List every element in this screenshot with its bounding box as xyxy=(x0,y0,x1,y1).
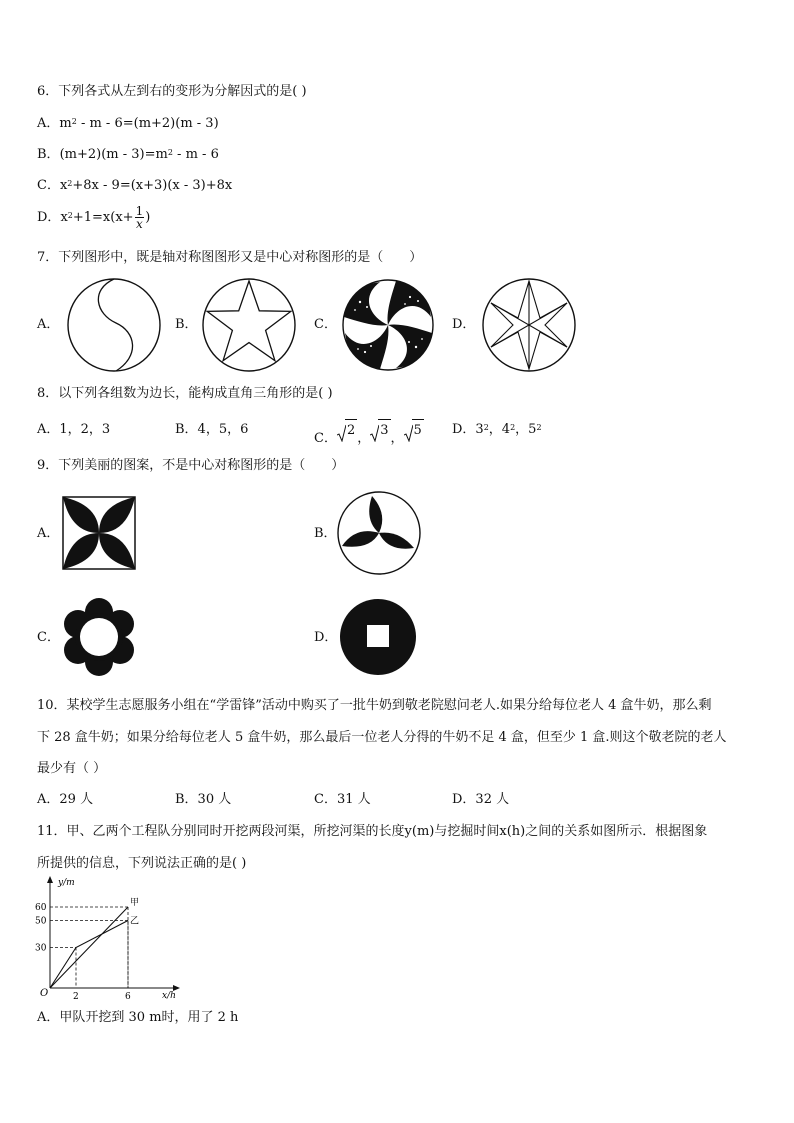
sqrt-symbol: 2 xyxy=(337,419,357,442)
q10-option-b[interactable]: B．30 人 xyxy=(175,792,232,807)
star-in-circle-figure[interactable] xyxy=(201,277,297,373)
swirl-pattern-figure[interactable] xyxy=(340,277,436,373)
ancient-coin-figure[interactable] xyxy=(339,598,417,676)
y-tick-label: 50 xyxy=(35,916,47,927)
q6-option-c[interactable]: C．$x^2+8x - 9=(x+3)(x - 3)+8x$ xyxy=(37,178,233,193)
q11-stem-line1: 11．甲、乙两个工程队分别同时开挖两段河渠，所挖河渠的长度y(m)与挖掘时间x(h)之间的关系如图所示．根据图象 xyxy=(37,824,708,839)
three-blade-circle-figure[interactable] xyxy=(336,490,422,576)
q9-label-c: C． xyxy=(37,630,60,645)
x-axis-label: x/h xyxy=(162,991,176,1001)
q7-stem: 7．下列图形中，既是轴对称图图形又是中心对称图形的是（ ） xyxy=(37,250,423,265)
yin-yang-outline-figure[interactable] xyxy=(66,276,166,374)
y-tick-label: 30 xyxy=(35,943,47,954)
q10-option-d[interactable]: D．32 人 xyxy=(452,792,510,807)
q7-label-b: B． xyxy=(175,317,198,332)
y-axis-arrow xyxy=(47,876,53,883)
q9-label-a: A． xyxy=(37,526,60,541)
q10-option-a[interactable]: A．29 人 xyxy=(37,792,94,807)
q7-label-c: C． xyxy=(314,317,337,332)
q11-stem-line2: 所提供的信息，下列说法正确的是( ) xyxy=(37,856,247,871)
q10-stem-line3: 最少有（ ） xyxy=(37,761,107,776)
chart-axes xyxy=(40,876,180,1001)
x-tick-label: 2 xyxy=(73,992,79,1002)
q11-option-a[interactable]: A．甲队开挖到 30 m时，用了 2 h xyxy=(37,1010,239,1025)
q8-option-c[interactable]: C． 2 ， 3 ， 5 xyxy=(314,419,424,450)
series-line-2 xyxy=(50,921,128,989)
length-time-chart xyxy=(30,874,190,1006)
q9-label-b: B． xyxy=(314,526,337,541)
q8-option-a[interactable]: A．1，2，3 xyxy=(37,422,111,437)
q9-label-d: D． xyxy=(314,630,338,645)
q6-option-d[interactable]: D．$x^2+1=x(x+$ $\frac{1}{x}$ ) xyxy=(37,204,151,231)
y-tick-label: 60 xyxy=(35,903,47,913)
chart-series xyxy=(50,897,139,988)
q6-stem: 6．下列各式从左到右的变形为分解因式的是( ) xyxy=(37,84,307,99)
q10-option-c[interactable]: C．31 人 xyxy=(314,792,371,807)
q10-stem-line1: 10．某校学生志愿服务小组在“学雷锋”活动中购买了一批牛奶到敬老院慰问老人.如果分给每位老人 4 盒牛奶，那么剩 xyxy=(37,698,712,713)
flower-ring-figure[interactable] xyxy=(60,597,138,677)
q8-stem: 8．以下列各组数为边长，能构成直角三角形的是( ) xyxy=(37,386,333,401)
q8-option-b[interactable]: B．4，5，6 xyxy=(175,422,249,437)
sqrt-symbol: 5 xyxy=(404,419,424,442)
y-axis-label: y/m xyxy=(58,878,75,888)
sqrt-symbol: 3 xyxy=(370,419,390,442)
four-petal-square-figure[interactable] xyxy=(62,496,136,570)
fraction: $\frac{1}{x}$ xyxy=(135,204,144,231)
x-tick-label: 6 xyxy=(125,992,131,1002)
series-label-1: 甲 xyxy=(130,898,140,908)
q9-stem: 9．下列美丽的图案，不是中心对称图形的是（ ） xyxy=(37,458,345,473)
q7-label-d: D． xyxy=(452,317,476,332)
origin-label: O xyxy=(40,988,49,999)
q6-option-b[interactable]: B．$(m+2)(m - 3)=m^2 - m - 6$ xyxy=(37,147,219,162)
q6-option-a[interactable]: A．$m^2 - m - 6=(m+2)(m - 3)$ xyxy=(37,116,219,131)
q7-label-a: A． xyxy=(37,317,60,332)
q8-option-d[interactable]: D．$3^2$，$4^2$，$5^2$ xyxy=(452,422,542,437)
hexagram-flower-figure[interactable] xyxy=(481,277,577,373)
chart-ticks xyxy=(35,903,131,1002)
series-label-2: 乙 xyxy=(130,916,140,927)
q10-stem-line2: 下 28 盒牛奶；如果分给每位老人 5 盒牛奶，那么最后一位老人分得的牛奶不足 4 盒，但至少 1 盒.则这个敬老院的老人 xyxy=(37,730,727,745)
